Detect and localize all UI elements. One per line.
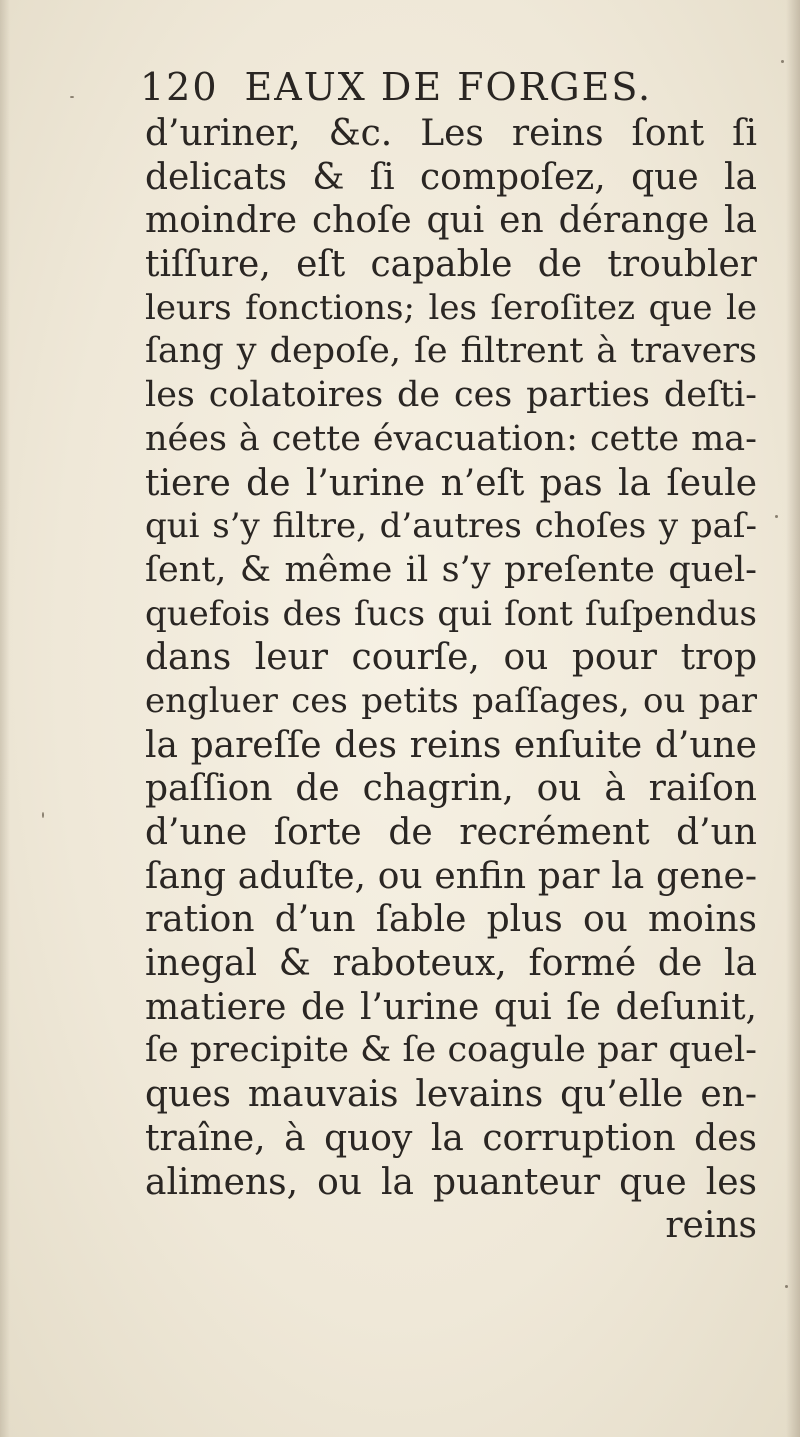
running-header — [140, 62, 760, 112]
paper-speck — [781, 60, 784, 63]
text-line: tiſſure, eſt capable de troubler — [145, 244, 757, 286]
text-line: qui s’y filtre, d’autres choſes y paſ- — [145, 506, 757, 547]
text-line: d’uriner, &c. Les reins ſont ſi — [145, 113, 757, 154]
text-line: engluer ces petits paſſages, ou par — [145, 680, 757, 721]
body-text — [145, 112, 757, 1248]
text-line: tiere de l’urine n’eſt pas la ſeule — [145, 462, 757, 504]
text-line: ſent, & même il s’y preſente quel- — [145, 549, 757, 590]
paper-speck — [785, 1285, 788, 1288]
page-right-shadow — [786, 0, 800, 1437]
text-line: paſſion de chagrin, ou à raiſon — [145, 768, 757, 810]
running-title: EAUX DE FORGES. — [244, 65, 653, 109]
text-line: inegal & raboteux, formé de la — [145, 943, 757, 985]
text-line: ques mauvais levains qu’elle en- — [145, 1074, 757, 1116]
text-line: matiere de l’urine qui ſe deſunit, — [145, 986, 757, 1028]
paper-speck — [775, 515, 778, 518]
text-line: leurs fonctions; les ſeroſitez que le — [145, 287, 757, 328]
paper-speck — [70, 96, 74, 98]
text-line: dans leur courſe, ou pour trop — [145, 637, 757, 679]
text-line: les colatoires de ces parties deſti- — [145, 375, 757, 416]
text-line: d’une ſorte de recrément d’un — [145, 812, 757, 853]
text-line: alimens, ou la puanteur que les — [145, 1161, 757, 1203]
text-line: ſang aduſte, ou enfin par la gene- — [145, 855, 757, 897]
text-line: ſang y depoſe, ſe filtrent à travers — [145, 331, 757, 372]
page-left-shadow — [0, 0, 10, 1437]
text-line: ration d’un ſable plus ou moins — [145, 899, 757, 941]
paper-speck — [42, 812, 44, 818]
text-line: quefois des ſucs qui ſont ſuſpendus — [145, 593, 757, 634]
text-line: delicats & ſi compoſez, que la — [145, 156, 757, 198]
text-line: moindre choſe qui en dérange la — [145, 200, 757, 242]
text-line: nées à cette évacuation: cette ma- — [145, 418, 757, 459]
text-line: traîne, à quoy la corruption des — [145, 1117, 757, 1159]
text-line: la pareſſe des reins enſuite d’une — [145, 724, 757, 766]
text-line: ſe precipite & ſe coagule par quel- — [145, 1030, 757, 1071]
page-number: 120 — [140, 65, 219, 109]
catchword: reins — [665, 1205, 757, 1247]
